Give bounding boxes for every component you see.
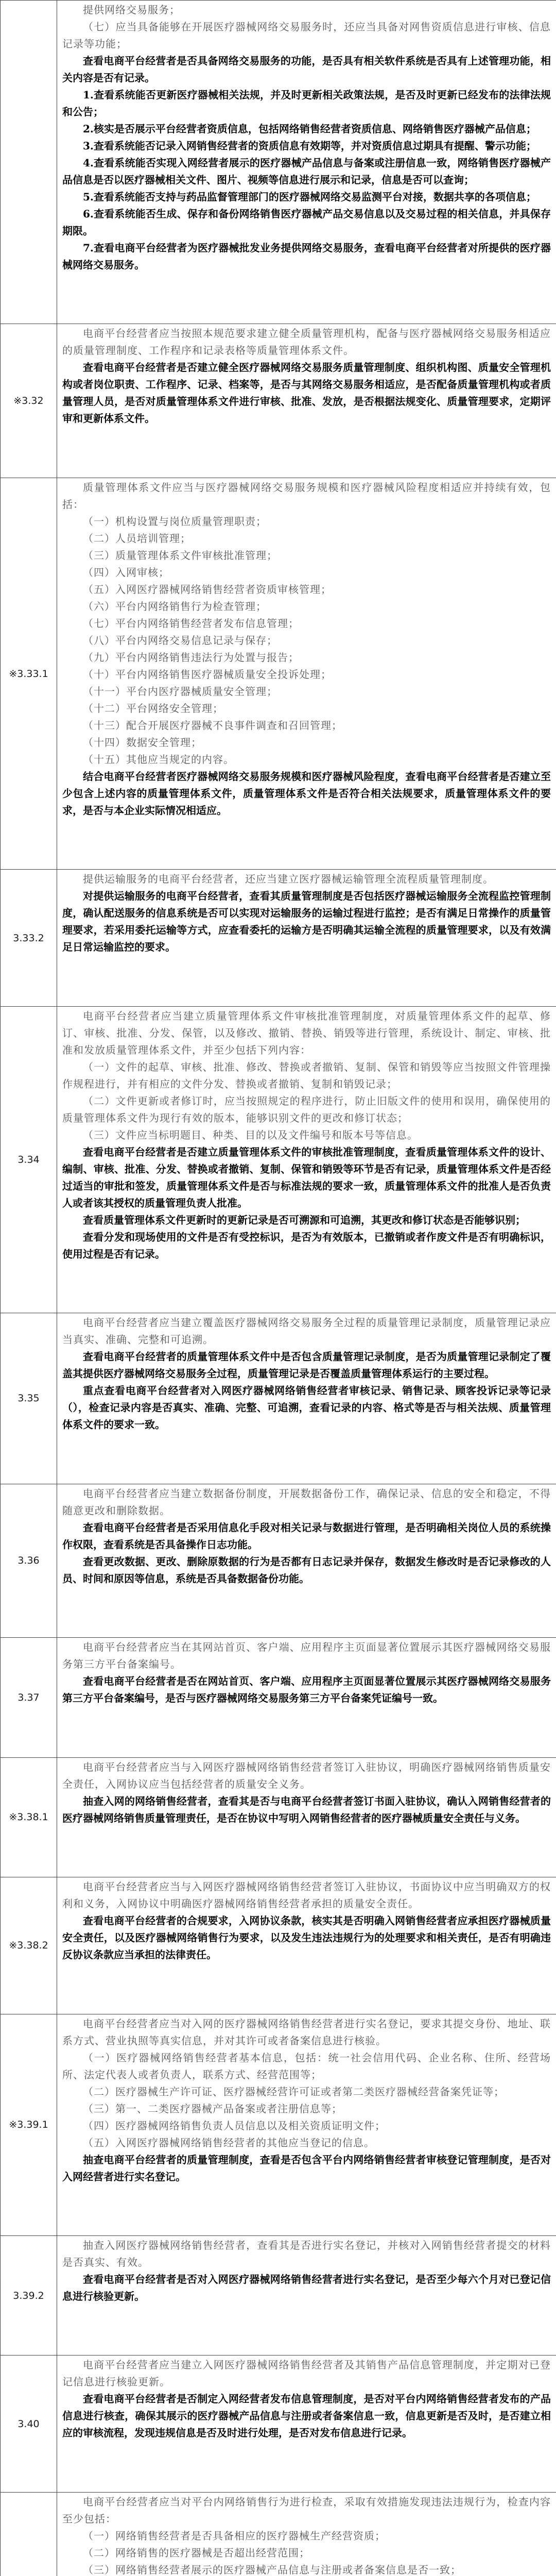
clause-table-body xyxy=(1,1,556,2576)
clause-content xyxy=(57,2492,556,2576)
requirement-text: 质量管理体系文件应当与医疗器械网络交易服务规模和医疗器械风险程度相适应并持续有效，包括： xyxy=(62,481,551,511)
clause-number: 3.35 xyxy=(1,1313,57,1484)
inspection-method-text: 6.查看系统能否生成、保存和备份网络销售医疗器械产品交易信息以及交易过程的相关信息，并具保存期限。 xyxy=(62,208,551,237)
clause-content xyxy=(57,2235,556,2355)
inspection-method-text: 查看电商平台经营者是否建立健全医疗器械网络交易服务质量管理制度、组织机构图、质量安全管理机构或者岗位职责、工作程序、记录、档案等，是否与其网络交易服务相适应，是否配备质量管理机构或者质量管理人员，是否对质量管理体系文件进行审核、批准、发放，是否根据法规变化、质量管理要求，定期评审和更新体系文件。 xyxy=(62,361,551,425)
inspection-method-text: 抽查电商平台经营者的质量管理制度，查看是否包含平台内网络销售经营者审核登记管理制度，是否对入网经营者进行实名登记。 xyxy=(62,2153,551,2183)
inspection-method-text: 查看电商平台经营者的合规要求，入网协议条款，核实其是否明确入网销售经营者应承担医疗器械质量安全责任，以及医疗器械网络销售行为要求，以及发生违法违规行为的处理要求和相关责任，是否有明确违反协议条款应当承担的法律责任。 xyxy=(62,1914,551,1961)
inspection-method-text: 5.查看系统能否支持与药品监督管理部门的医疗器械网络交易监测平台对接，数据共享的各项信息； xyxy=(83,191,536,203)
clause-number: ※3.38.1 xyxy=(1,1757,57,1877)
requirement-text: （一）网络销售经营者是否具备相应的医疗器械生产经营资质； xyxy=(83,2529,386,2542)
requirement-text: （六）平台内网络销售行为检查管理； xyxy=(83,600,267,613)
clause-number xyxy=(1,1,57,324)
inspection-method-text: 查看更改数据、更改、删除原数据的行为是否都有日志记录并保存，数据发生修改时是否记录修改的人员、时间和原因等信息，系统是否具备数据备份功能。 xyxy=(62,1555,551,1585)
clause-row xyxy=(1,870,556,1006)
clause-content xyxy=(57,1877,556,2014)
inspection-method-text: 查看电商平台经营者是否对入网医疗器械网络销售经营者进行实名登记，是否至少每六个月对已登记信息进行核验更新。 xyxy=(62,2273,551,2302)
inspection-method-text: 2.核实是否展示平台经营者资质信息，包括网络销售经营者资质信息、网络销售医疗器械产品信息； xyxy=(83,123,536,135)
clause-content xyxy=(57,870,556,1006)
requirement-text: （八）平台内网络交易信息记录与保存； xyxy=(83,634,277,647)
requirement-text: （二）医疗器械生产许可证、医疗器械经营许可证或者第二类医疗器械经营备案凭证等； xyxy=(83,2085,505,2098)
clause-number: 3.40 xyxy=(1,2355,57,2492)
requirement-text: （二）人员培训管理； xyxy=(83,532,191,545)
clause-number: ※3.32 xyxy=(1,324,57,478)
requirement-text: （四）入网审核； xyxy=(83,566,169,579)
clause-row xyxy=(1,478,556,869)
requirement-text: （三）网络销售经营者展示的医疗器械产品信息与注册或者备案信息是否一致； xyxy=(83,2563,461,2576)
requirement-text: （五）入网医疗器械网络销售经营者资质审核管理； xyxy=(83,583,332,596)
clause-row xyxy=(1,2014,556,2235)
inspection-method-text: 查看分发和现场使用的文件是否有受控标识，是否为有效版本，已撤销或者作废文件是否有明确标识，使用过程是否有记录。 xyxy=(62,1230,551,1260)
inspection-method-text: 对提供运输服务的电商平台经营者，查看其质量管理制度是否包括医疗器械运输服务全流程监控管理制度，确认配送服务的信息系统是否可以实现对运输服务的运输过程进行监控；是否有满足日常操作的质量管理要求，若采用委托运输等方式，应查看委托的运输方是否明确其运输全流程的质量管理要求，以及有效满足日常运输监控的要求。 xyxy=(62,890,551,954)
inspection-method-text: 3.查看系统能否记录入网销售经营者的资质信息有效期等，并对资质信息过期具有提醒、警示功能； xyxy=(83,140,536,152)
requirement-text: （七）平台内网络销售经营者发布信息管理； xyxy=(83,617,299,630)
inspection-method-text: 查看电商平台经营者是否建立质量管理体系文件的审核批准管理制度，查看质量管理体系文件的设计、编制、审核、批准、分发、替换或者撤销、复制、保管和销毁等环节是否有记录，质量管理体系文件是否经过适当的审批和签发，质量管理体系文件是否与标准法规的要求一致，质量管理体系文件的批准人是否负责人或者该其授权的质量管理负责人批准。 xyxy=(62,1145,551,1209)
clause-content xyxy=(57,1,556,324)
inspection-method-text: 1.查看系统能否更新医疗器械相关法规，并及时更新相关政策法规，是否及时更新已经发布的法律法规和公告； xyxy=(62,89,551,118)
inspection-method-text: 查看质量管理体系文件更新时的更新记录是否可溯源和可追溯，其更改和修订状态是否能够识别； xyxy=(83,1213,526,1226)
clause-row xyxy=(1,2492,556,2576)
inspection-method-text: 结合电商平台经营者医疗器械网络交易服务规模和医疗器械风险程度，查看电商平台经营者是否建立至少包含上述内容的质量管理体系文件，质量管理体系文件是否符合相关法规要求，质量管理体系文件的要求，是否与本企业实际情况相适应。 xyxy=(62,770,551,817)
inspection-method-text: 查看电商平台经营者是否采用信息化手段对相关记录与数据进行管理，是否明确相关岗位人员的系统操作权限，查看系统是否具备操作日志功能。 xyxy=(62,1521,551,1551)
requirement-text: （七）应当具备能够在开展医疗器械网络交易服务时，还应当具备对网售资质信息进行审核、信息记录等功能； xyxy=(62,21,551,50)
requirement-text: （三）第一、二类医疗器械产品备案或者注册信息等； xyxy=(83,2102,342,2115)
requirement-text: 电商平台经营者应当对入网的医疗器械网络销售经营者进行实名登记，要求其提交身份、地址、联系方式、营业执照等真实信息，并对其许可或者备案信息进行核验。 xyxy=(62,2017,551,2047)
clause-content xyxy=(57,1313,556,1484)
inspection-method-text: 7.查看电商平台经营者为医疗器械批发业务提供网络交易服务，查看电商平台经营者对所提供的医疗器械网络交易服务。 xyxy=(62,242,551,271)
clause-row xyxy=(1,1,556,324)
requirement-text: 电商平台经营者应当建立覆盖医疗器械网络交易服务全过程的质量管理记录制度，质量管理记录应当真实、准确、完整和可追溯。 xyxy=(62,1316,551,1346)
clause-row xyxy=(1,2355,556,2492)
requirement-text: 电商平台经营者应当与入网医疗器械网络销售经营者签订入驻协议，书面协议中应当明确双方的权利和义务，入网协议中明确医疗器械网络销售经营者承担的质量安全责任。 xyxy=(62,1880,551,1910)
clause-content xyxy=(57,324,556,478)
clause-row xyxy=(1,1006,556,1313)
clause-row xyxy=(1,1877,556,2014)
requirement-text: （一）文件的起草、审核、批准、修改、替换或者撤销、复制、保管和销毁等应当按照文件管理操作规程进行，并有相应的文件分发、替换或者撤销、复制和销毁记录； xyxy=(62,1060,551,1090)
requirement-text: 电商平台经营者应当按照本规范要求建立健全质量管理机构，配备与医疗器械网络交易服务相适应的质量管理制度、工作程序和记录表格等质量管理体系文件。 xyxy=(62,327,551,357)
requirement-text: （三）文件应当标明题目、种类、目的以及文件编号和版本号等信息。 xyxy=(83,1128,418,1141)
requirement-text: （十三）配合开展医疗器械不良事件调查和召回管理； xyxy=(83,719,342,732)
inspection-method-text: 查看电商平台经营者是否制定入网经营者发布信息管理制度，是否对平台内网络销售经营者发布的产品信息进行核查，确保其展示的医疗器械产品信息与注册或者备案信息一致，信息更新是否及时，是否建立相应的审核流程，发现违规信息是否及时进行处理，是否对发布信息进行记录。 xyxy=(62,2393,551,2439)
inspection-method-text: 重点查看电商平台经营者对入网医疗器械网络销售经营者审核记录、销售记录、顾客投诉记录等记录（），检查记录内容是否真实、准确、完整、可追溯，查看记录的内容、格式等是否与相关法规、质量管理体系文件的要求一致。 xyxy=(62,1384,551,1431)
clause-content xyxy=(57,478,556,869)
clause-content xyxy=(57,1638,556,1757)
requirement-text: 电商平台经营者应当建立质量管理体系文件审核批准管理制度，对质量管理体系文件的起草、修订、审核、批准、分发、保管，以及修改、撤销、替换、销毁等进行管理，系统设计、制定、审核、批准和发放质量管理体系文件，并至少包括下列内容： xyxy=(62,1009,551,1056)
clause-content xyxy=(57,1484,556,1637)
clause-content xyxy=(57,2355,556,2492)
clause-row xyxy=(1,1313,556,1484)
requirement-text: （五）入网医疗器械网络销售经营者的其他应当登记的信息。 xyxy=(83,2136,375,2149)
requirement-text: （二）文件更新或者修订时，应当按照规定的程序进行，防止旧版文件的使用和误用，确保使用的质量管理体系文件为现行有效的版本，能够识别文件的更改和修订状态； xyxy=(62,1094,551,1124)
requirement-text: （十五）其他应当规定的内容。 xyxy=(83,753,234,766)
clause-number: ※3.33.1 xyxy=(1,478,57,869)
clause-row xyxy=(1,1757,556,1877)
clause-content xyxy=(57,1757,556,1877)
clause-number: 3.39.2 xyxy=(1,2235,57,2355)
requirement-text: 电商平台经营者应当建立数据备份制度，开展数据备份工作，确保记录、信息的安全和稳定，不得随意更改和删除数据。 xyxy=(62,1487,551,1517)
clause-content xyxy=(57,1006,556,1313)
requirement-text: （九）平台内网络销售违法行为处置与报告； xyxy=(83,651,299,664)
inspection-method-text: 查看电商平台经营者的质量管理体系文件中是否包含质量管理记录制度，是否为质量管理记录制定了覆盖其提供医疗器械网络交易服务全过程，质量管理记录是否覆盖质量管理体系运行的主要过程。 xyxy=(62,1350,551,1380)
inspection-method-text: 查看电商平台经营者是否在网站首页、客户端、应用程序主页面显著位置展示其医疗器械网络交易服务第三方平台备案编号，是否与医疗器械网络交易服务第三方平台备案凭证编号一致。 xyxy=(62,1675,551,1705)
requirement-text: 电商平台经营者应当对平台内网络销售行为进行检查，采取有效措施发现违法违规行为，检查内容至少包括： xyxy=(62,2495,551,2525)
requirement-text: （四）医疗器械网络销售负责人员信息以及相关资质证明文件； xyxy=(83,2119,386,2132)
requirement-text: （十四）数据安全管理； xyxy=(83,736,202,749)
requirement-text: 电商平台经营者应当在其网站首页、客户端、应用程序主页面显著位置展示其医疗器械网络交易服务第三方平台备案编号。 xyxy=(62,1641,551,1671)
clause-row xyxy=(1,2235,556,2355)
requirement-text: （三）质量管理体系文件审核批准管理； xyxy=(83,549,277,562)
requirement-text: （十）平台内网络销售医疗器械质量安全投诉处理； xyxy=(83,668,332,681)
requirement-text: （十一）平台内医疗器械质量安全管理； xyxy=(83,685,277,698)
requirement-text: 电商平台经营者应当与入网医疗器械网络销售经营者签订入驻协议，明确医疗器械网络销售质量安全责任，入网协议应当包括经营者的质量安全义务。 xyxy=(62,1760,551,1790)
clause-row xyxy=(1,324,556,478)
requirement-text: 电商平台经营者应当建立入网医疗器械网络销售经营者及其销售产品信息管理制度，并定期对已登记信息进行核验更新。 xyxy=(62,2359,551,2388)
clause-row xyxy=(1,1484,556,1637)
requirement-text: 抽查入网医疗器械网络销售经营者，查看其是否进行实名登记，并核对入网销售经营者提交的材料是否真实、有效。 xyxy=(62,2239,551,2268)
clause-number: ※3.39.1 xyxy=(1,2014,57,2235)
requirement-text: （一）医疗器械网络销售经营者基本信息，包括：统一社会信用代码、企业名称、住所、经营场所、法定代表人或者负责人，联系方式、经营范围等； xyxy=(62,2051,551,2081)
requirement-text: 提供网络交易服务； xyxy=(83,4,180,16)
inspection-method-text: 查看电商平台经营者是否具备网络交易服务的功能，是否具有相关软件系统是否具有上述管理功能，相关内容是否有记录。 xyxy=(62,55,551,84)
inspection-method-text: 抽查入网的网络销售经营者，查看其是否与电商平台经营者签订书面入驻协议，确认入网销售经营者的医疗器械网络销售质量管理责任，是否在协议中写明入网销售经营者的医疗器械质量安全责任与义务。 xyxy=(62,1794,551,1824)
clause-number: 3.33.2 xyxy=(1,870,57,1006)
clause-number xyxy=(1,2492,57,2576)
requirement-text: （一）机构设置与岗位质量管理职责； xyxy=(83,515,267,528)
requirement-text: （十二）平台网络安全管理； xyxy=(83,702,223,715)
clause-number: 3.36 xyxy=(1,1484,57,1637)
clause-content xyxy=(57,2014,556,2235)
clause-number: ※3.38.2 xyxy=(1,1877,57,2014)
requirement-text: （二）网络销售的医疗器械是否超出经营范围； xyxy=(83,2546,310,2559)
clause-number: 3.37 xyxy=(1,1638,57,1757)
inspection-method-text: 4.查看系统能否实现入网经营者展示的医疗器械产品信息与备案或注册信息一致，网络销售医疗器械产品信息是否以医疗器械相关文件、图片、视频等信息进行展示和记录，信息是否可以查询； xyxy=(62,157,551,186)
clause-row xyxy=(1,1638,556,1757)
clause-number: 3.34 xyxy=(1,1006,57,1313)
requirement-text: 提供运输服务的电商平台经营者，还应当建立医疗器械运输管理全流程质量管理制度。 xyxy=(83,873,494,886)
